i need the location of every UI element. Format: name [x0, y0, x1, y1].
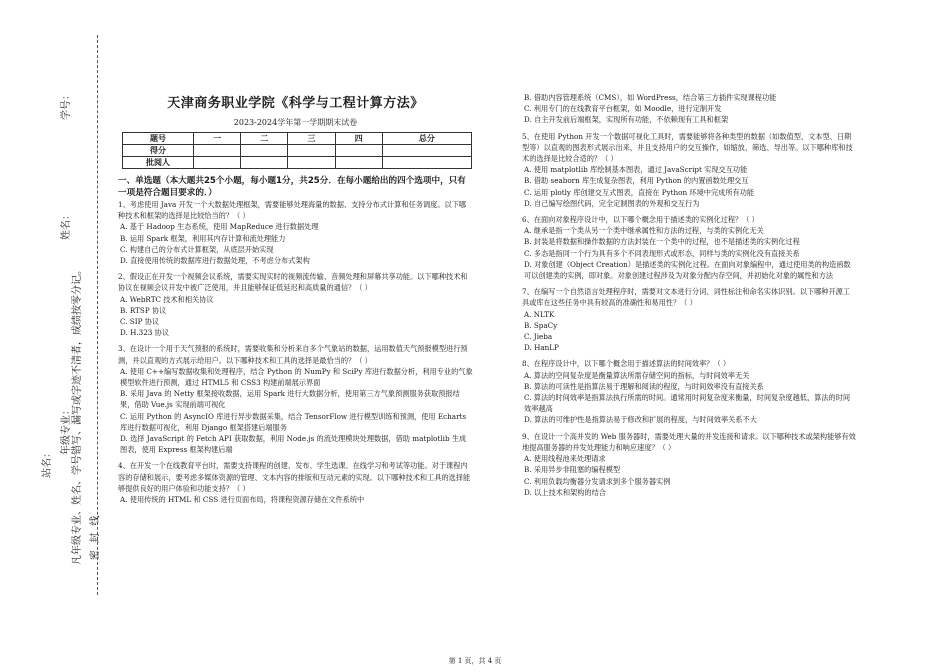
major-label: 年级专业：: [61, 405, 72, 455]
score-col-header: 四: [335, 133, 382, 145]
option-b[interactable]: B. 采用 Java 的 Netty 框架接收数据，运用 Spark 进行大数据分析，使用第三方气象预测服务获取预报结果，借助 Vue.js 实现前端可视化: [120, 389, 460, 410]
option-c[interactable]: C. Jieba: [524, 332, 553, 342]
reviewer-cell[interactable]: [241, 157, 288, 169]
score-cell[interactable]: [241, 145, 288, 157]
score-cell[interactable]: [335, 145, 382, 157]
option-b[interactable]: B. RTSP 协议: [120, 305, 167, 315]
question-stem: 5、在使用 Python 开发一个数据可视化工具时，需要能够将各种类型的数据（如数值型、文本型、日期型等）以直观的图表形式展示出来，并且支持用户的交互操作，如缩放、筛选、导出等。以下哪种库和技术的选择是比较合适的？（ ）: [522, 131, 853, 164]
question-stem: 1、考虑使用 Java 开发一个大数据处理框架，需要能够处理海量的数据、支持分布式计算和任务调度。以下哪种技术和框架的选择是比较恰当的？（ ）: [118, 200, 467, 221]
left-column: [118, 92, 473, 505]
score-col-header: 一: [194, 133, 241, 145]
seal-line-text: 密 封 线: [90, 513, 101, 560]
question-stem: 4、在开发一个在线教育平台时，需要支持课程的创建、发布、学生选课、在线学习和考试等功能。对于课程内容的存储和展示，要考虑多媒体资源的管理、文本内容的排版和互动元素的实现。以下哪种技术和工具的选择能够提供良好的用户体验和功能支持？（ ）: [118, 461, 471, 493]
reviewer-row: [123, 157, 472, 169]
reviewer-cell[interactable]: [288, 157, 335, 169]
score-cell[interactable]: [288, 145, 335, 157]
question-5: [522, 131, 857, 209]
right-column: [522, 92, 857, 498]
option-a[interactable]: A. 算法的空间复杂度是衡量算法所需存储空间的指标，与时间效率无关: [524, 370, 750, 380]
question-stem: 7、在编写一个自然语言处理程序时，需要对文本进行分词、词性标注和命名实体识别。以下哪种开源工具或库在这些任务中具有较高的准确性和易用性？（ ）: [522, 287, 851, 308]
question-3: [118, 343, 473, 455]
question-stem: 3、在设计一个用于天气预报的系统时，需要收集和分析来自多个气象站的数据，运用数值天气预报模型进行预测，并以直观的方式展示给用户。以下哪种技术和工具的选择是最恰当的？（ ）: [118, 344, 468, 365]
question-6: [522, 214, 857, 281]
reviewer-row-label: 批阅人: [123, 157, 194, 169]
question-7: [522, 286, 857, 353]
option-b[interactable]: B. 算法的可读性是指算法易于理解和阅读的程度，与时间效率没有直接关系: [524, 381, 764, 391]
exam-title: 天津商务职业学院《科学与工程计算方法》: [167, 96, 424, 111]
option-a[interactable]: A. 使用 C++编写数据收集和处理程序，结合 Python 的 NumPy 和 SciPy 库进行数据分析，利用专业的气象模型软件进行预测，通过 HTML5 和 CSS3 构建前端展示界面: [120, 366, 473, 388]
page-footer: 第 1 页，共 4 页: [448, 657, 502, 665]
question-2: [118, 271, 473, 338]
reviewer-cell[interactable]: [194, 157, 241, 169]
score-row-label: 得分: [123, 145, 194, 157]
question-4-continued: [522, 92, 857, 126]
option-a[interactable]: A. 使用 matplotlib 库绘制基本图表，通过 JavaScript 实现交互功能: [524, 165, 748, 175]
reviewer-cell[interactable]: [335, 157, 382, 169]
option-a[interactable]: A. 使用线程池来处理请求: [524, 454, 606, 464]
seal-dash-line: [97, 35, 98, 595]
warning-text: 凡年级专业、姓名、学号错写、漏写或字迹不清者，成绩按零分记。: [72, 265, 83, 565]
option-b[interactable]: B. 封装是将数据和操作数据的方法封装在一个类中的过程，也不是描述类的实例化过程: [524, 237, 800, 247]
reviewer-cell[interactable]: [382, 157, 471, 169]
score-table-header-row: [123, 133, 472, 145]
option-d[interactable]: D. 直接使用传统的数据库进行数据处理，不考虑分布式架构: [120, 256, 310, 266]
option-d[interactable]: D. 算法的可维护性是指算法易于修改和扩展的程度，与时间效率关系不大: [524, 415, 757, 425]
exam-subtitle: 2023-2024学年第一学期期末试卷: [233, 118, 358, 127]
option-c[interactable]: C. 利用专门的在线教育平台框架，如 Moodle，进行定制开发: [524, 104, 722, 114]
score-cell[interactable]: [382, 145, 471, 157]
binding-strip: [0, 0, 100, 672]
question-stem: 2、假设正在开发一个视频会议系统，需要实现实时的视频流传输、音频处理和屏幕共享功能。以下哪种技术和协议在视频会议开发中被广泛使用，并且能够保证低延迟和高质量的通信？（ ）: [118, 272, 468, 293]
option-a[interactable]: A. 使用传统的 HTML 和 CSS 进行页面布局，将课程资源存储在文件系统中: [120, 495, 365, 505]
school-label: 站名：: [42, 448, 53, 478]
question-1: [118, 199, 473, 266]
score-row: [123, 145, 472, 157]
option-a[interactable]: A. NLTK: [524, 309, 555, 319]
option-a[interactable]: A. 基于 Hadoop 生态系统，使用 MapReduce 进行数据处理: [120, 222, 319, 232]
name-label: 姓名：: [61, 210, 72, 240]
option-d[interactable]: D. HanLP: [524, 343, 559, 353]
option-c[interactable]: C. 运用 Python 的 AsyncIO 库进行异步数据采集，结合 TensorFlow 进行模型训练和预测，使用 Echarts 库进行数据可视化，利用 Django 框架搭建后端服务: [120, 411, 467, 432]
option-b[interactable]: B. 借助 seaborn 库生成复杂图表，利用 Python 的内置函数处理交互: [524, 176, 749, 186]
option-a[interactable]: A. WebRTC 技术和相关协议: [120, 294, 214, 304]
option-b[interactable]: B. 运用 Spark 框架，利用其内存计算和流处理能力: [120, 233, 286, 243]
option-d[interactable]: D. 自主开发前后端框架，实现所有功能，不依赖现有工具和框架: [524, 115, 729, 125]
score-col-header: 题号: [123, 133, 194, 145]
option-c[interactable]: C. 多态是指同一个行为具有多个不同表现形式或形态，同样与类的实例化没有直接关系: [524, 248, 800, 258]
section-heading: 一、单选题（本大题共25个小题，每小题1分，共25分．在每小题给出的四个选项中，只有一项是符合题目要求的．）: [118, 176, 466, 198]
question-stem: 6、在面向对象程序设计中，以下哪个概念用于描述类的实例化过程？（ ）: [522, 215, 759, 225]
option-d[interactable]: D. 以上技术和架构的结合: [524, 487, 606, 497]
score-col-header: 总分: [382, 133, 471, 145]
option-d[interactable]: D. H.323 协议: [120, 328, 170, 338]
score-cell[interactable]: [194, 145, 241, 157]
score-col-header: 二: [241, 133, 288, 145]
question-stem: 8、在程序设计中，以下哪个概念用于描述算法的时间效率？（ ）: [522, 359, 731, 369]
student-id-label: 学号：: [61, 90, 72, 120]
question-stem: 9、在设计一个高并发的 Web 服务器时，需要处理大量的并发连接和请求。以下哪种技术或架构能够有效地提高服务器的并发处理能力和响应速度？（ ）: [522, 431, 856, 452]
option-b[interactable]: B. SpaCy: [524, 320, 558, 330]
question-9: [522, 431, 857, 498]
option-c[interactable]: C. 构建自己的分布式计算框架，从底层开始实现: [120, 244, 274, 254]
score-table: [122, 132, 472, 169]
score-col-header: 三: [288, 133, 335, 145]
option-d[interactable]: D. 选择 JavaScript 的 Fetch API 获取数据，利用 Node.js 的流处理模块处理数据，借助 matplotlib 生成图表，使用 Express 框架构建后端: [120, 434, 467, 455]
option-c[interactable]: C. 运用 plotly 库创建交互式图表，直接在 Python 环境中完成所有功能: [524, 187, 755, 197]
option-c[interactable]: C. SIP 协议: [120, 317, 160, 327]
option-d[interactable]: D. 自己编写绘图代码，完全定制图表的外观和交互行为: [524, 198, 700, 208]
option-a[interactable]: A. 继承是指一个类从另一个类中继承属性和方法的过程，与类的实例化无关: [524, 226, 764, 236]
option-c[interactable]: C. 算法的时间效率是指算法执行所需的时间。通常用时间复杂度来衡量，时间复杂度越低，算法的时间效率越高: [524, 393, 851, 414]
option-b[interactable]: B. 采用异步非阻塞的编程模型: [524, 465, 621, 475]
option-d[interactable]: D. 对象创建（Object Creation）是描述类的实例化过程。在面向对象编程中，通过使用类的构造函数可以创建类的实例，即对象。对象创建过程涉及为对象分配内存空间，并初始化对象的属性和方法: [524, 259, 851, 281]
question-8: [522, 358, 857, 425]
option-c[interactable]: C. 利用负载均衡器分发请求到多个服务器实例: [524, 476, 671, 486]
option-b[interactable]: B. 借助内容管理系统（CMS），如 WordPress，结合第三方插件实现课程功能: [524, 93, 777, 102]
question-4: [118, 460, 473, 505]
